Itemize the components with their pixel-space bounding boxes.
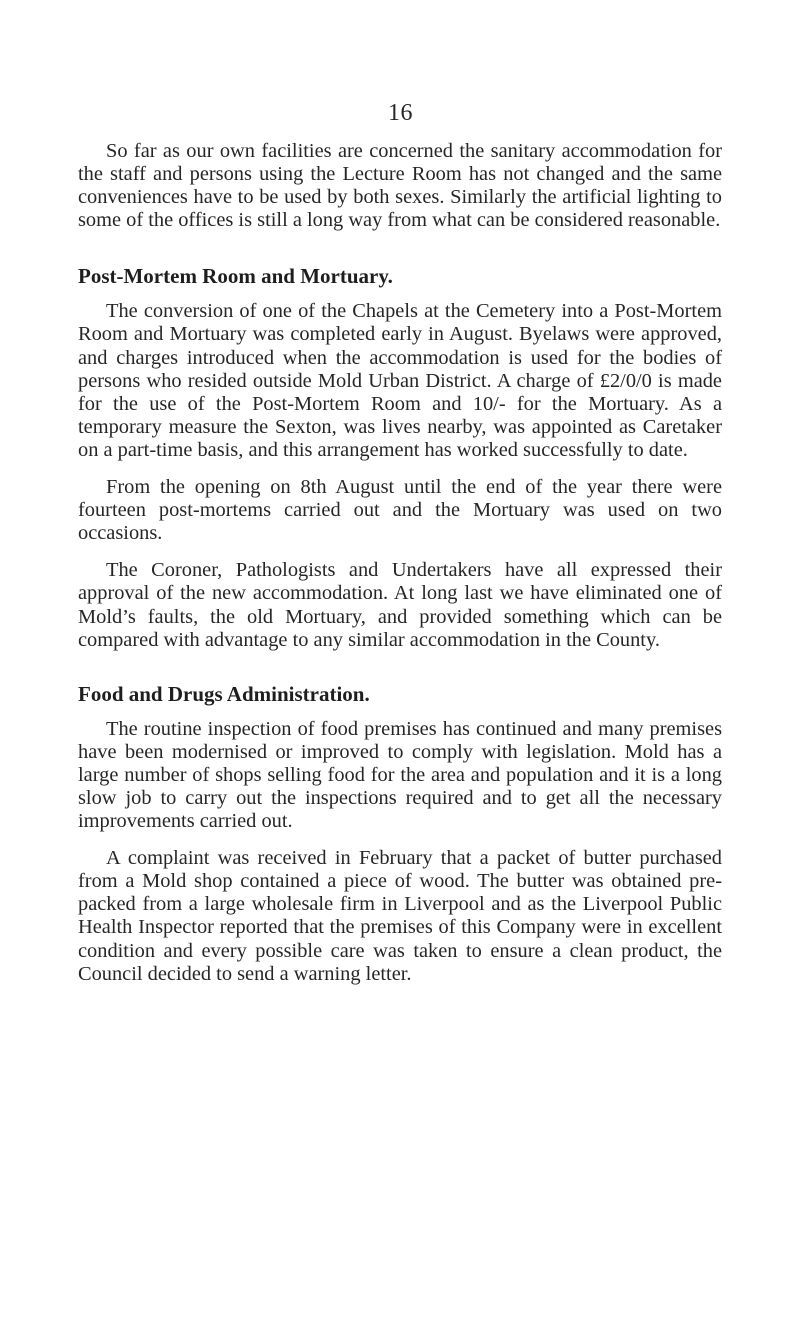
report-body <box>78 140 722 986</box>
intro-paragraph: So far as our own facilities are concerned the sanitary accommodation for the staff and persons using the Lecture Room has not changed and the same conveniences have to be used by both sexes. Similarly the artificial lighting to some of the offices is still a long way from what can be considered reasonable. <box>78 140 722 232</box>
post-mortem-paragraph-1: The conversion of one of the Chapels at the Cemetery into a Post-Mortem Room and Mortuary was completed early in August. Byelaws were approved, and charges introduced when the accommodation is used for the bodies of persons who resided outside Mold Urban District. A charge of £2/0/0 is made for the use of the Post-Mortem Room and 10/- for the Mortuary. As a temporary measure the Sexton, was lives nearby, was appointed as Caretaker on a part-time basis, and this arrangement has worked successfully to date. <box>78 300 722 461</box>
section-heading-post-mortem: Post-Mortem Room and Mortuary. <box>78 264 393 289</box>
post-mortem-paragraph-2: From the opening on 8th August until the end of the year there were fourteen post-mortems carried out and the Mortuary was used on two occasions. <box>78 476 722 545</box>
food-paragraph-2: A complaint was received in February that a packet of butter purchased from a Mold shop contained a piece of wood. The butter was obtained pre-packed from a large wholesale firm in Liverpool and as the Liverpool Public Health Inspector reported that the premises of this Company were in excellent condition and every possible care was taken to ensure a clean product, the Council decided to send a warning letter. <box>78 847 722 985</box>
food-paragraph-1: The routine inspection of food premises has continued and many premises have been modernised or improved to comply with legislation. Mold has a large number of shops selling food for the area and population and it is a long slow job to carry out the inspections required and to get all the necessary improvements carried out. <box>78 717 722 833</box>
page-number: 16 <box>388 100 413 126</box>
post-mortem-paragraph-3: The Coroner, Pathologists and Undertakers have all expressed their approval of the new accommodation. At long last we have eliminated one of Mold’s faults, the old Mortuary, and provided something which can be compared with advantage to any similar accommodation in the County. <box>78 559 722 651</box>
section-heading-food-and-drugs: Food and Drugs Administration. <box>78 681 370 706</box>
